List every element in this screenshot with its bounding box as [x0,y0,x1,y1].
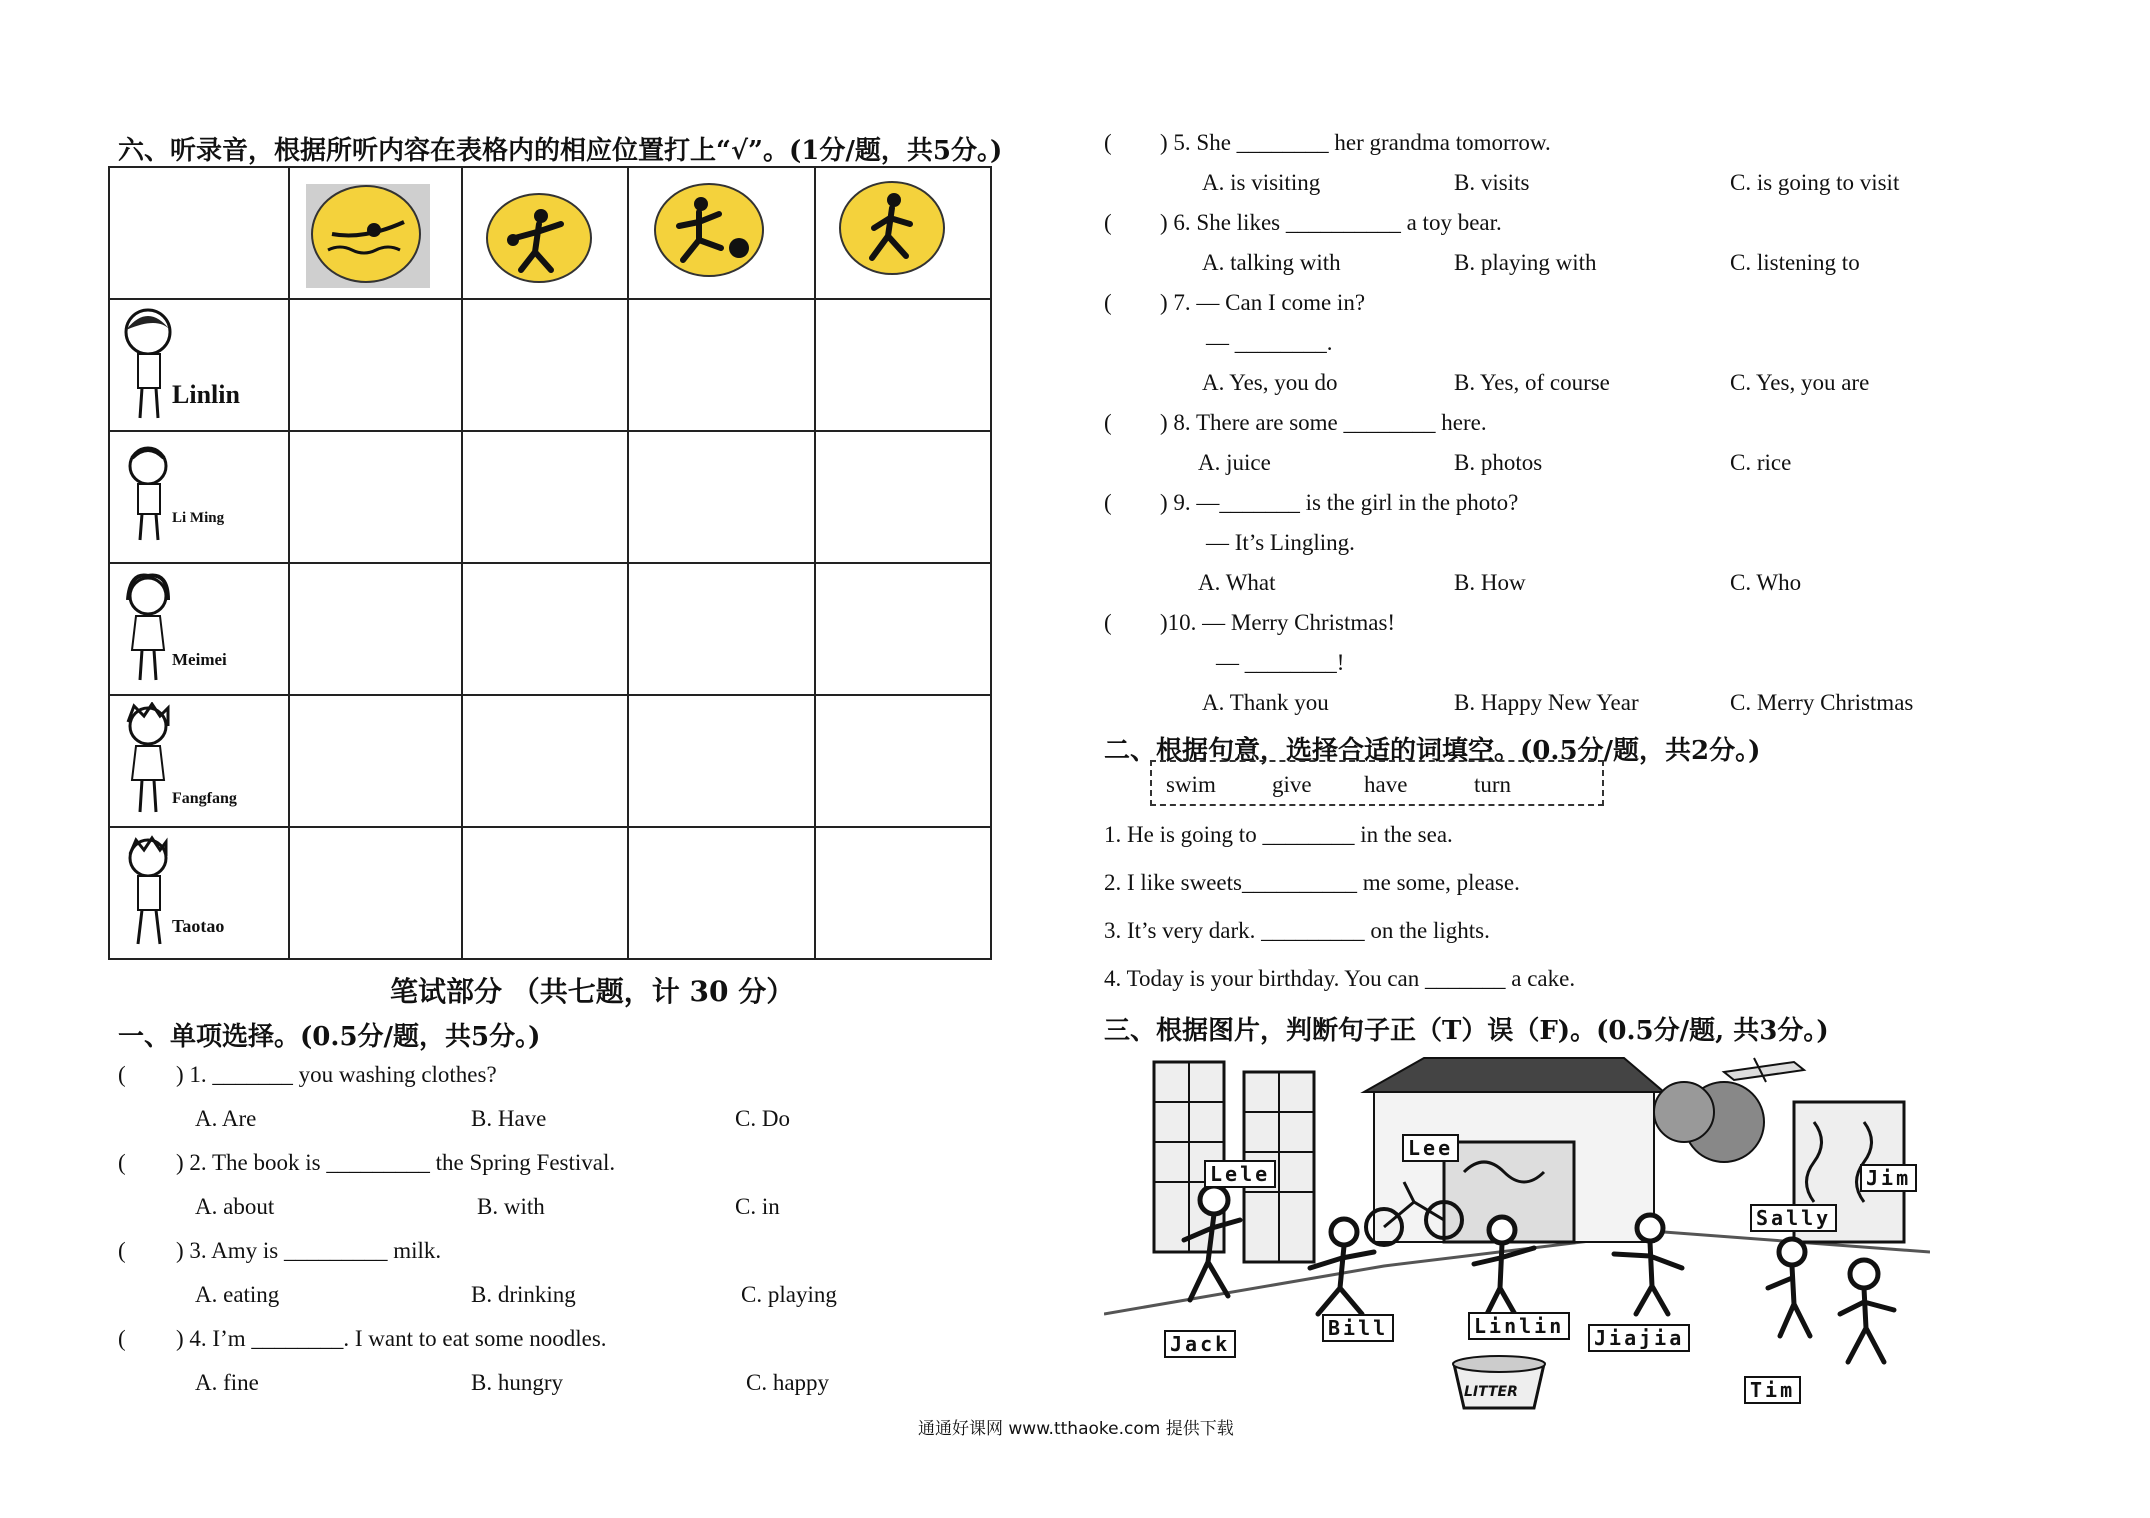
answer-cell[interactable] [289,299,462,431]
child-name: Meimei [172,650,227,669]
option-b[interactable]: B. playing with [1454,250,1597,275]
response-line: — It’s Lingling. [1206,530,1355,555]
word-bank-item: have [1364,772,1408,797]
option-a[interactable]: A. Thank you [1202,690,1329,715]
street-scene-icon [1104,1052,1930,1414]
scene-label: Linlin [1468,1312,1570,1340]
answer-paren[interactable]: ( [1104,490,1112,515]
answer-cell[interactable] [628,827,815,959]
question-stem: ) 4. I’m ________. I want to eat some noodles. [176,1326,607,1351]
option-b[interactable]: B. with [477,1194,545,1219]
question-stem: ) 7. — Can I come in? [1160,290,1366,315]
boy-cartoon-icon [118,438,180,556]
written-part-heading: 笔试部分 （共七题，计 30 分） [390,975,795,1008]
answer-paren[interactable]: ( [118,1326,126,1351]
girl-cartoon-icon [118,306,180,424]
answer-cell[interactable] [815,299,991,431]
girl-cartoon-icon [118,702,180,820]
option-b[interactable]: B. Have [471,1106,547,1131]
response-line: — ________! [1216,650,1345,675]
child-name: Li Ming [172,510,225,526]
swimming-icon [304,178,430,290]
child-cell [109,299,289,431]
playing-football-icon [643,178,769,290]
girl-cartoon-icon [118,570,180,688]
option-a[interactable]: A. about [195,1194,275,1219]
option-a[interactable]: A. eating [195,1282,280,1307]
answer-paren[interactable]: ( [1104,610,1112,635]
fill-sentence: 3. It’s very dark. _________ on the lights. [1104,918,1490,943]
part1-title: 一、单项选择。(0.5分/题，共5分。) [118,1022,541,1052]
part3-title: 三、根据图片，判断句子正（T）误（F)。(0.5分/题, 共3分。) [1104,1016,1829,1046]
fill-sentence: 1. He is going to ________ in the sea. [1104,822,1453,847]
answer-cell[interactable] [462,299,628,431]
scene-label: Lee [1402,1134,1459,1162]
activity-header-cell [289,167,462,299]
activity-header-cell [628,167,815,299]
response-line: — ________. [1206,330,1333,355]
scene-label: Tim [1744,1376,1801,1404]
option-c[interactable]: C. in [735,1194,780,1219]
option-c[interactable]: C. Merry Christmas [1730,690,1914,715]
word-bank-item: turn [1474,772,1512,797]
fill-sentence: 2. I like sweets__________ me some, please. [1104,870,1520,895]
running-icon [830,178,956,290]
question-stem: ) 1. _______ you washing clothes? [176,1062,497,1087]
answer-cell[interactable] [289,563,462,695]
word-bank [1150,760,1604,806]
option-a[interactable]: A. is visiting [1202,170,1321,195]
listening-table [108,166,992,960]
activity-header-cell [462,167,628,299]
scene-label: Lele [1204,1160,1276,1188]
option-c[interactable]: C. Do [735,1106,790,1131]
child-cell [109,431,289,563]
answer-cell[interactable] [289,431,462,563]
child-name: Fangfang [172,790,237,807]
child-name: Taotao [172,916,225,936]
table-corner-cell [109,167,289,299]
option-c[interactable]: C. listening to [1730,250,1860,275]
option-b[interactable]: B. photos [1454,450,1543,475]
answer-cell[interactable] [462,431,628,563]
answer-paren[interactable]: ( [1104,130,1112,155]
option-a[interactable]: A. What [1198,570,1276,595]
answer-paren[interactable]: ( [118,1150,126,1175]
footer-source: 通通好课网 www.tthaoke.com 提供下载 [918,1419,1234,1439]
option-c[interactable]: C. playing [741,1282,837,1307]
answer-paren[interactable]: ( [118,1062,126,1087]
question-stem: ) 2. The book is _________ the Spring Festival. [176,1150,616,1175]
fill-sentence: 4. Today is your birthday. You can _______ a cake. [1104,966,1576,991]
scene-label: Jack [1164,1330,1236,1358]
option-c[interactable]: C. rice [1730,450,1792,475]
child-cell [109,563,289,695]
child-cell [109,695,289,827]
option-b[interactable]: B. How [1454,570,1526,595]
scene-label: Sally [1750,1204,1837,1232]
answer-paren[interactable]: ( [118,1238,126,1263]
answer-cell[interactable] [462,695,628,827]
word-bank-item: swim [1166,772,1216,797]
answer-cell[interactable] [815,827,991,959]
answer-cell[interactable] [815,695,991,827]
option-a[interactable]: A. Yes, you do [1202,370,1338,395]
option-b[interactable]: B. visits [1454,170,1530,195]
answer-cell[interactable] [462,827,628,959]
option-a[interactable]: A. fine [195,1370,259,1395]
option-c[interactable]: C. Who [1730,570,1802,595]
question-stem: ) 9. —_______ is the girl in the photo? [1160,490,1519,515]
activity-header-cell [815,167,991,299]
answer-cell[interactable] [628,695,815,827]
scene-label: Bill [1322,1314,1394,1342]
option-a[interactable]: A. Are [195,1106,257,1131]
option-c[interactable]: C. happy [746,1370,830,1395]
answer-cell[interactable] [628,563,815,695]
answer-cell[interactable] [815,431,991,563]
answer-paren[interactable]: ( [1104,210,1112,235]
question-stem: )10. — Merry Christmas! [1160,610,1396,635]
answer-cell[interactable] [462,563,628,695]
question-stem: ) 3. Amy is _________ milk. [176,1238,442,1263]
part2-title: 二、根据句意，选择合适的词填空。(0.5分/题，共2分。) [1104,736,1761,766]
boy-cartoon-icon [118,834,180,952]
listening-section-title: 六、听录音，根据所听内容在表格内的相应位置打上“√”。(1分/题，共5分。) [118,136,1003,166]
option-b[interactable]: B. Yes, of course [1454,370,1610,395]
street-scene-illustration [1104,1052,1930,1414]
playing-table-tennis-icon [477,178,603,290]
scene-label: Jiajia [1588,1324,1690,1352]
option-c[interactable]: C. is going to visit [1730,170,1900,195]
option-c[interactable]: C. Yes, you are [1730,370,1870,395]
option-a[interactable]: A. talking with [1202,250,1341,275]
answer-cell[interactable] [815,563,991,695]
answer-paren[interactable]: ( [1104,410,1112,435]
option-a[interactable]: A. juice [1198,450,1271,475]
word-bank-item: give [1272,772,1312,797]
answer-cell[interactable] [289,827,462,959]
answer-paren[interactable]: ( [1104,290,1112,315]
option-b[interactable]: B. drinking [471,1282,576,1307]
question-stem: ) 6. She likes __________ a toy bear. [1160,210,1502,235]
option-b[interactable]: B. Happy New Year [1454,690,1639,715]
answer-cell[interactable] [628,299,815,431]
question-stem: ) 8. There are some ________ here. [1160,410,1487,435]
answer-cell[interactable] [628,431,815,563]
answer-cell[interactable] [289,695,462,827]
child-name: Linlin [172,380,240,409]
option-b[interactable]: B. hungry [471,1370,563,1395]
litter-bin-label: LITTER [1464,1384,1518,1400]
question-stem: ) 5. She ________ her grandma tomorrow. [1160,130,1551,155]
scene-label: Jim [1860,1164,1917,1192]
child-cell [109,827,289,959]
